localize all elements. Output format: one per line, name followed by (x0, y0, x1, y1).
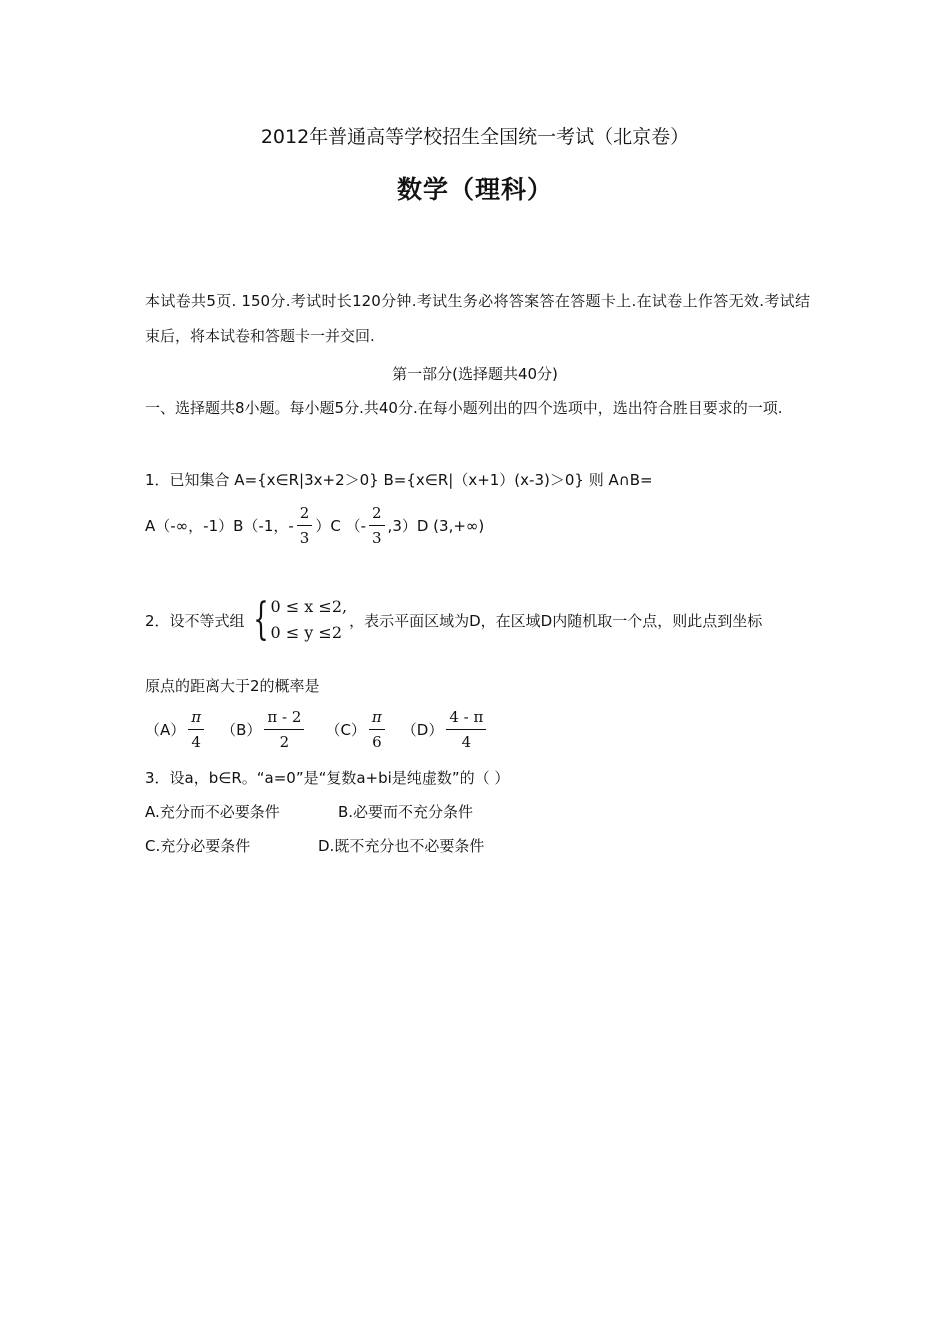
q2-prefix: 2．设不等式组 (145, 611, 245, 630)
q2-fraction-d (446, 707, 486, 752)
q1-fraction-c-den: 3 (372, 529, 382, 547)
q2-inequality-2: 0 ≤ y ≤2 (270, 623, 343, 642)
q2-fraction-a-num: π (188, 707, 204, 730)
q2-options (145, 707, 489, 752)
q2-fraction-c-den: 6 (372, 733, 382, 751)
part1-heading: 第一部分(选择题共40分) (392, 365, 558, 383)
q1-fraction-c-num: 2 (369, 503, 385, 526)
q1-fraction-b-num: 2 (297, 503, 313, 526)
q2-fraction-b (264, 707, 304, 752)
q3-option-b: B.必要而不充分条件 (338, 803, 474, 821)
q3-stem: 3．设a，b∈R。“a=0”是“复数a+bi是纯虚数”的（ ） (145, 769, 510, 787)
q2-fraction-a-den: 4 (191, 733, 201, 751)
q3-option-c: C.充分必要条件 (145, 837, 251, 855)
exam-subtitle: 数学（理科） (396, 175, 553, 204)
q2-continuation: 原点的距离大于2的概率是 (145, 677, 320, 695)
q2-inequality-system (247, 594, 348, 646)
q2-fraction-d-den: 4 (461, 733, 472, 751)
q3-option-a: A.充分而不必要条件 (145, 803, 280, 821)
q2-fraction-c-num: π (369, 707, 385, 730)
q1-fraction-b (297, 503, 313, 548)
part1-instruction: 一、选择题共8小题。每小题5分.共40分.在每小题列出的四个选项中，选出符合胜目要求的一项. (145, 399, 783, 417)
q2-stem (145, 594, 762, 646)
q2-inequality-1: 0 ≤ x ≤2, (270, 597, 348, 616)
q2-label-c: （C） (325, 721, 366, 739)
q2-suffix: ，表示平面区域为D，在区域D内随机取一个点，则此点到坐标 (349, 611, 763, 630)
q2-fraction-a (188, 707, 204, 752)
exam-title: 2012年普通高等学校招生全国统一考试（北京卷） (260, 126, 690, 148)
q2-fraction-b-num: π - 2 (264, 707, 304, 730)
q1-stem: 1．已知集合 A={x∈R|3x+2＞0} B={x∈R|（x+1）(x-3)＞0} 则 A∩B= (145, 471, 653, 489)
q1-options (145, 503, 484, 548)
q2-fraction-d-num: 4 - π (446, 707, 486, 730)
q1-fraction-b-den: 3 (299, 529, 310, 547)
intro-paragraph: 本试卷共5页. 150分.考试时长120分钟.考试生务必将答案答在答题卡上.在试卷上作答无效.考试结束后，将本试卷和答题卡一并交回. (145, 292, 810, 345)
q2-label-a: （A） (145, 721, 186, 739)
q2-label-d: （D） (401, 721, 444, 739)
q1-fraction-c (369, 503, 385, 548)
q1-option-a: A（-∞，-1）B（-1，- (145, 517, 294, 535)
q2-fraction-b-den: 2 (279, 733, 290, 751)
left-brace-icon: { (252, 594, 269, 645)
q2-label-b: （B） (221, 721, 262, 739)
q1-option-d: ,3）D (3,+∞) (387, 517, 485, 535)
q1-option-c: ）C （- (315, 517, 366, 535)
q3-option-d: D.既不充分也不必要条件 (318, 837, 485, 855)
q2-fraction-c (369, 707, 385, 752)
